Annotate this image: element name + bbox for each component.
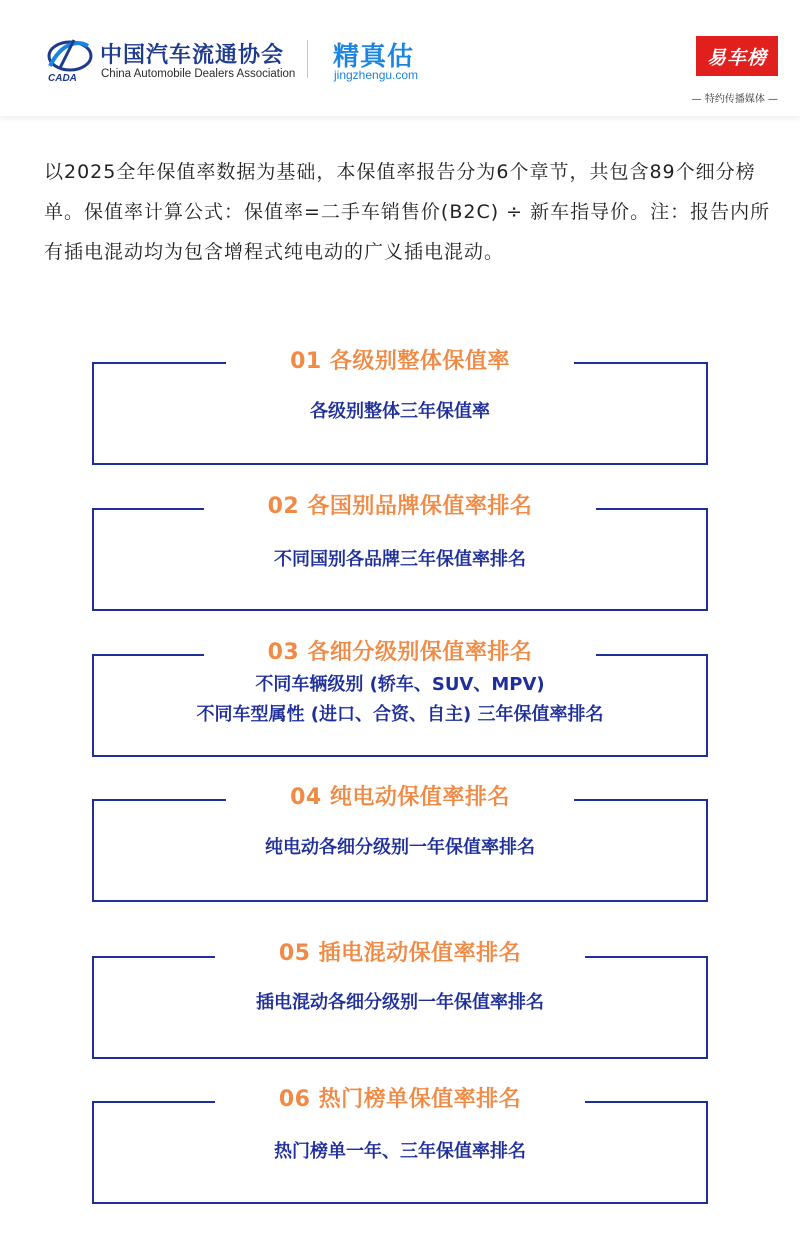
- section-heading: 05 插电混动保值率排名: [92, 936, 708, 967]
- header-divider: [307, 40, 308, 78]
- section-body: [92, 670, 708, 730]
- cada-logo-icon: [44, 34, 94, 84]
- section-body-line: 各级别整体三年保值率: [310, 401, 490, 422]
- section-heading: 02 各国别品牌保值率排名: [92, 489, 708, 520]
- cada-english-name: China Automobile Dealers Association: [101, 68, 296, 80]
- section-body: [92, 988, 708, 1018]
- section-body-line: 纯电动各细分级别一年保值率排名: [265, 837, 535, 858]
- section-body-line: 热门榜单一年、三年保值率排名: [274, 1141, 526, 1162]
- yichebang-logo-text: 易车榜: [706, 46, 767, 69]
- yichebang-logo: [696, 36, 778, 76]
- jingzhengu-name: 精真估: [333, 42, 415, 72]
- yichebang-subtitle: — 特约传播媒体 —: [691, 94, 778, 105]
- section-body: [92, 397, 708, 427]
- section-body: [92, 833, 708, 863]
- section-body-line: 不同车辆级别 (轿车、SUV、MPV): [255, 674, 545, 695]
- cada-name: 中国汽车流通协会: [100, 42, 285, 68]
- section-body-line: 插电混动各细分级别一年保值率排名: [256, 992, 544, 1013]
- header-bar: [0, 0, 800, 116]
- section-heading: 04 纯电动保值率排名: [92, 780, 708, 811]
- section-body: [92, 1137, 708, 1167]
- section-body: [92, 545, 708, 575]
- section-body-line: 不同国别各品牌三年保值率排名: [274, 549, 526, 570]
- section-heading: 01 各级别整体保值率: [92, 344, 708, 375]
- cada-logo-text: CADA: [48, 73, 77, 84]
- intro-paragraph: 以2025全年保值率数据为基础，本保值率报告分为6个章节，共包含89个细分榜单。保值率计算公式：保值率=二手车销售价(B2C) ÷ 新车指导价。注：报告内所有插电混动均为包含增程式纯电动的广义插电混动。: [44, 161, 771, 263]
- section-body-line: 不同车型属性 (进口、合资、自主) 三年保值率排名: [196, 704, 604, 725]
- section-heading: 03 各细分级别保值率排名: [92, 635, 708, 666]
- jingzhengu-url: jingzhengu.com: [334, 68, 419, 82]
- section-heading: 06 热门榜单保值率排名: [92, 1082, 708, 1113]
